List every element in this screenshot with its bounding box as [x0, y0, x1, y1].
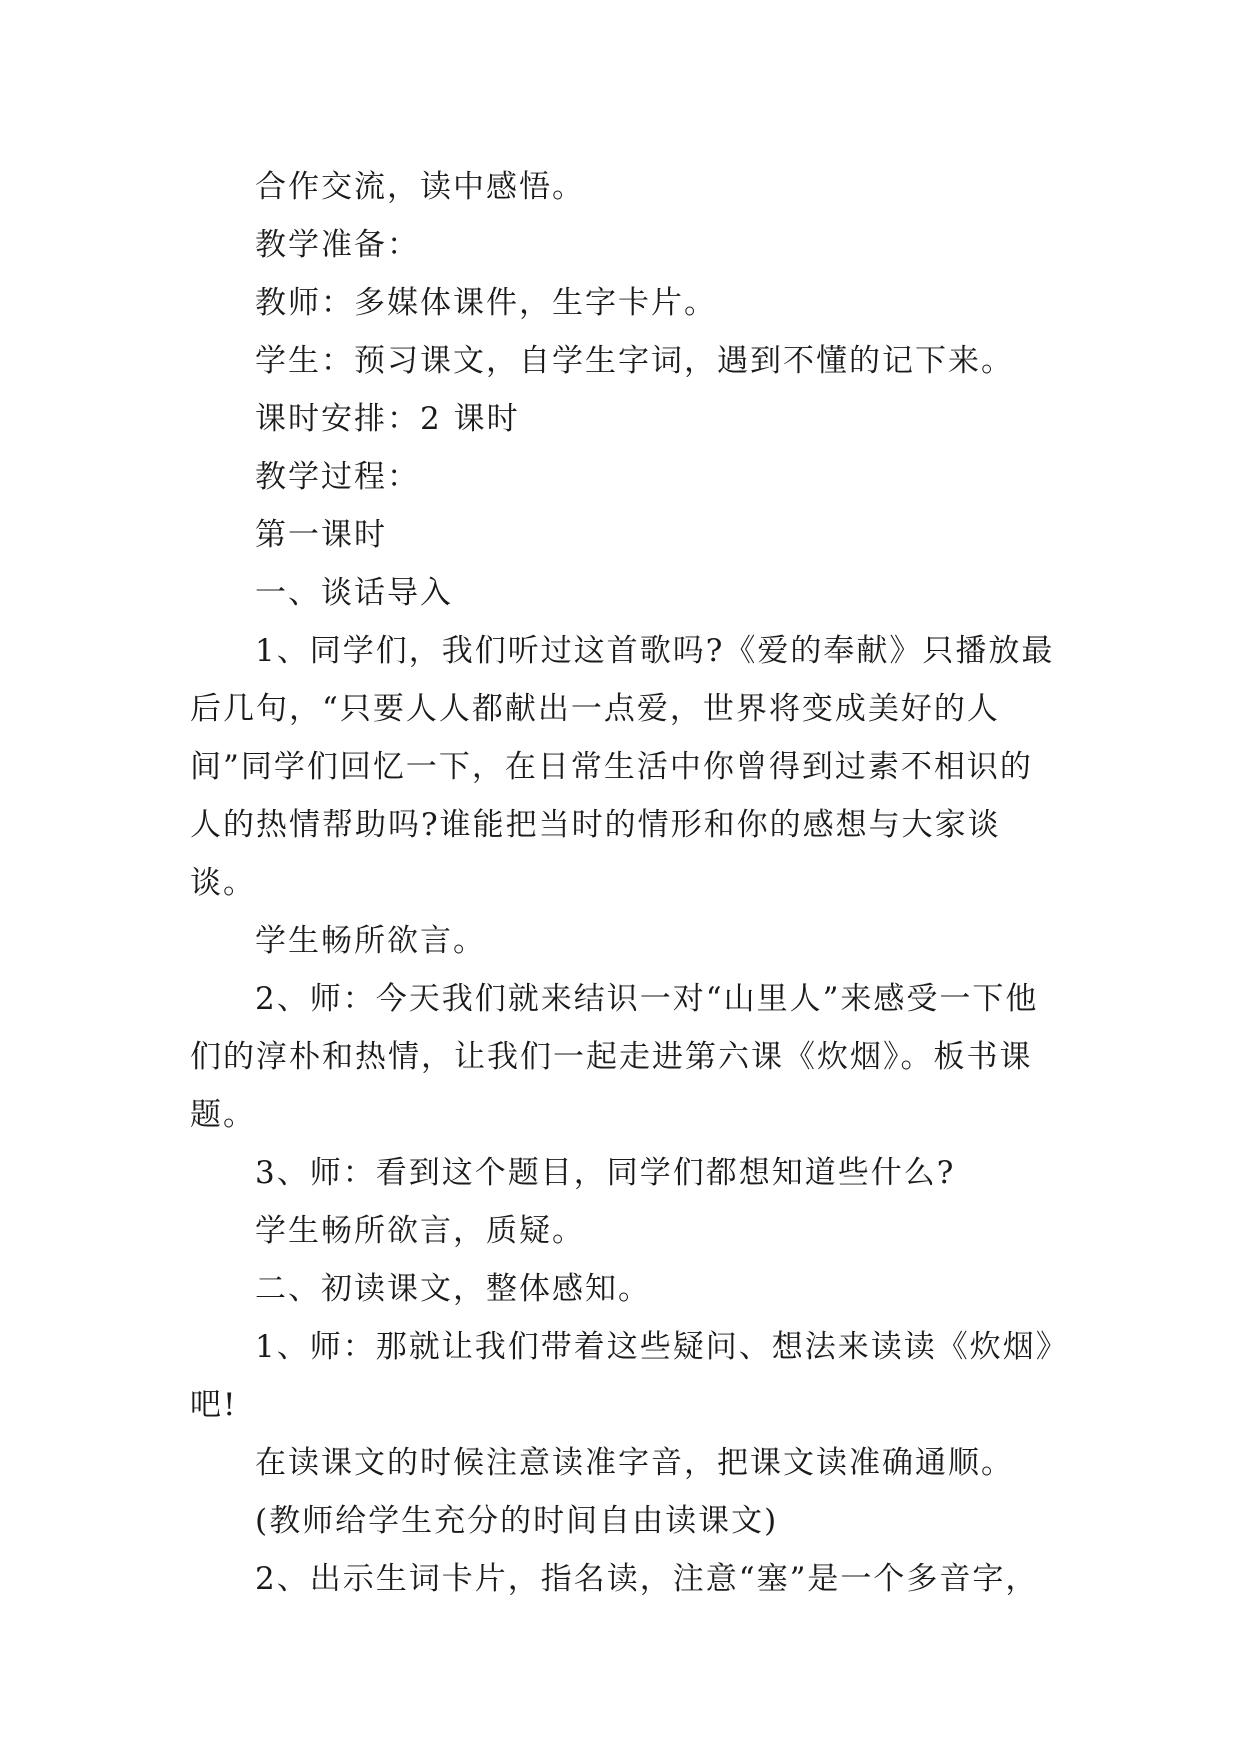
section-heading: 二、初读课文，整体感知。 [255, 1271, 651, 1307]
paragraph: (教师给学生充分的时间自由读课文) [255, 1503, 779, 1539]
paragraph: 合作交流，读中感悟。 [255, 169, 585, 205]
paragraph: 2、出示生词卡片，指名读，注意“塞”是一个多音字， [255, 1561, 1039, 1597]
document-body [190, 158, 1058, 1608]
paragraph: 教师：多媒体课件，生字卡片。 [255, 285, 717, 321]
paragraph: 在读课文的时候注意读准字音，把课文读准确通顺。 [255, 1445, 1014, 1481]
paragraph: 1、同学们，我们听过这首歌吗?《爱的奉献》只播放最后几句，“只要人人都献出一点爱，世界将变成美好的人间”同学们回忆一下，在日常生活中你曾得到过素不相识的人的热情帮助吗?谁能把当时的情形和你的感想与大家谈谈。 [190, 633, 1055, 901]
section-label-teaching-process: 教学过程： [255, 459, 420, 495]
lesson-heading: 第一课时 [255, 517, 387, 553]
section-heading: 一、谈话导入 [255, 575, 453, 611]
paragraph: 学生畅所欲言。 [255, 923, 486, 959]
paragraph: 3、师：看到这个题目，同学们都想知道些什么? [255, 1155, 956, 1191]
paragraph: 学生畅所欲言，质疑。 [255, 1213, 585, 1249]
section-label-teaching-preparation: 教学准备： [255, 227, 420, 263]
paragraph: 1、师：那就让我们带着这些疑问、想法来读读《炊烟》吧! [190, 1329, 1054, 1423]
paragraph: 课时安排：2 课时 [255, 401, 520, 437]
paragraph: 学生：预习课文，自学生字词，遇到不懂的记下来。 [255, 343, 1014, 379]
paragraph: 2、师：今天我们就来结识一对“山里人”来感受一下他们的淳朴和热情，让我们一起走进第六课《炊烟》。板书课题。 [190, 981, 1039, 1133]
